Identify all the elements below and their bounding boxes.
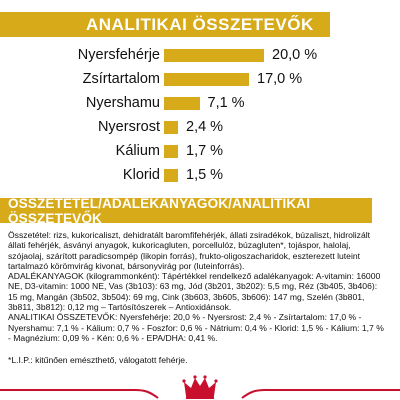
nutrient-value: 1,5 % — [186, 167, 224, 183]
analytical-header — [0, 12, 330, 37]
nutrient-label: Klorid — [122, 167, 160, 183]
analytical-title: ANALITIKAI ÖSSZETEVŐK — [86, 14, 314, 34]
nutrient-row — [0, 165, 400, 185]
nutrient-row — [0, 69, 400, 89]
nutrient-value: 17,0 % — [257, 71, 303, 87]
nutrient-label: Nyersrost — [97, 119, 160, 135]
nutrient-bar — [164, 169, 178, 182]
nutrient-value: 7,1 % — [207, 95, 245, 111]
nutrient-value: 20,0 % — [272, 47, 318, 63]
logo-right-line — [242, 390, 400, 398]
nutrient-label: Nyershamu — [85, 95, 160, 111]
nutrient-row — [0, 117, 400, 137]
nutrient-value: 1,7 % — [186, 143, 224, 159]
composition-header — [0, 195, 372, 226]
nutrient-row — [0, 141, 400, 161]
analytical-constituents-text: ANALITIKAI ÖSSZETEVŐK: Nyersfehérje: 20,0 % - Nyersrost: 2,4 % - Zsírtartalom: 17,0 % - Nyershamu: 7,1 % - Kálium: 0,7 % - Foszfor: 0,6 % - Nátrium: 0,4 % - Klorid: 1,5 % - Kálium: 1,7 % - Magnézium: 0,09 % - Kén: 0,6 % - EPA/DHA: 0,41 %. — [8, 312, 384, 343]
logo-left-line — [0, 390, 158, 398]
crown-icon — [182, 375, 217, 399]
nutrient-bar — [164, 145, 178, 158]
footnote: *L.I.P.: kitűnően emészthető, válogatott fehérje. — [8, 355, 188, 365]
additives-text: ADALÉKANYAGOK (kilogrammonként): Tápértékkel rendelkező adalékanyagok: A-vitamin: 16000 NE, D3-vitamin: 1000 NE, Vas (3b103): 63 mg, Jód (3b201, 3b202): 5,5 mg, Réz (3b405, 3b406): 15 mg, Mangán (3b502, 3b504): 69 mg, Cink (3b603, 3b605, 3b606): 147 mg, Szelén (3b801, 3b811, 3b812): 0,12 mg – Tartósítószerek – Antioxidánsok. — [8, 271, 381, 313]
ingredients-text: Összetétel: rizs, kukoricaliszt, dehidratált baromfifehérjék, állati zsiradékok, búzaliszt, hidrolizált állati fehérjék, ásványi anyagok, kukoricagluten, porcellulóz, búzagluten*, tojáspor, halolaj, szójaolaj, szárított paradicsompép (likopin forrás), frukto-oligoszacharidok, eszterezett luteint tartalmazó körömvirág kivonat, bársonyvirág por (luteinforrás). — [8, 230, 371, 271]
nutrient-bar — [164, 97, 200, 110]
nutrient-value: 2,4 % — [186, 119, 224, 135]
nutrient-bar — [164, 49, 264, 62]
nutrient-chart — [0, 45, 400, 185]
composition-title: ÖSSZETÉTEL/ADALÉKANYAGOK/ANALITIKAI ÖSSZETEVŐK — [8, 195, 311, 226]
brand-logo — [0, 372, 400, 400]
nutrient-row — [0, 93, 400, 113]
nutrient-label: Zsírtartalom — [82, 71, 160, 87]
nutrient-bar — [164, 121, 178, 134]
nutrient-row — [0, 45, 400, 65]
nutrient-label: Kálium — [115, 143, 160, 159]
nutrient-label: Nyersfehérje — [77, 47, 160, 63]
nutrient-bar — [164, 73, 249, 86]
composition-text — [8, 230, 386, 343]
